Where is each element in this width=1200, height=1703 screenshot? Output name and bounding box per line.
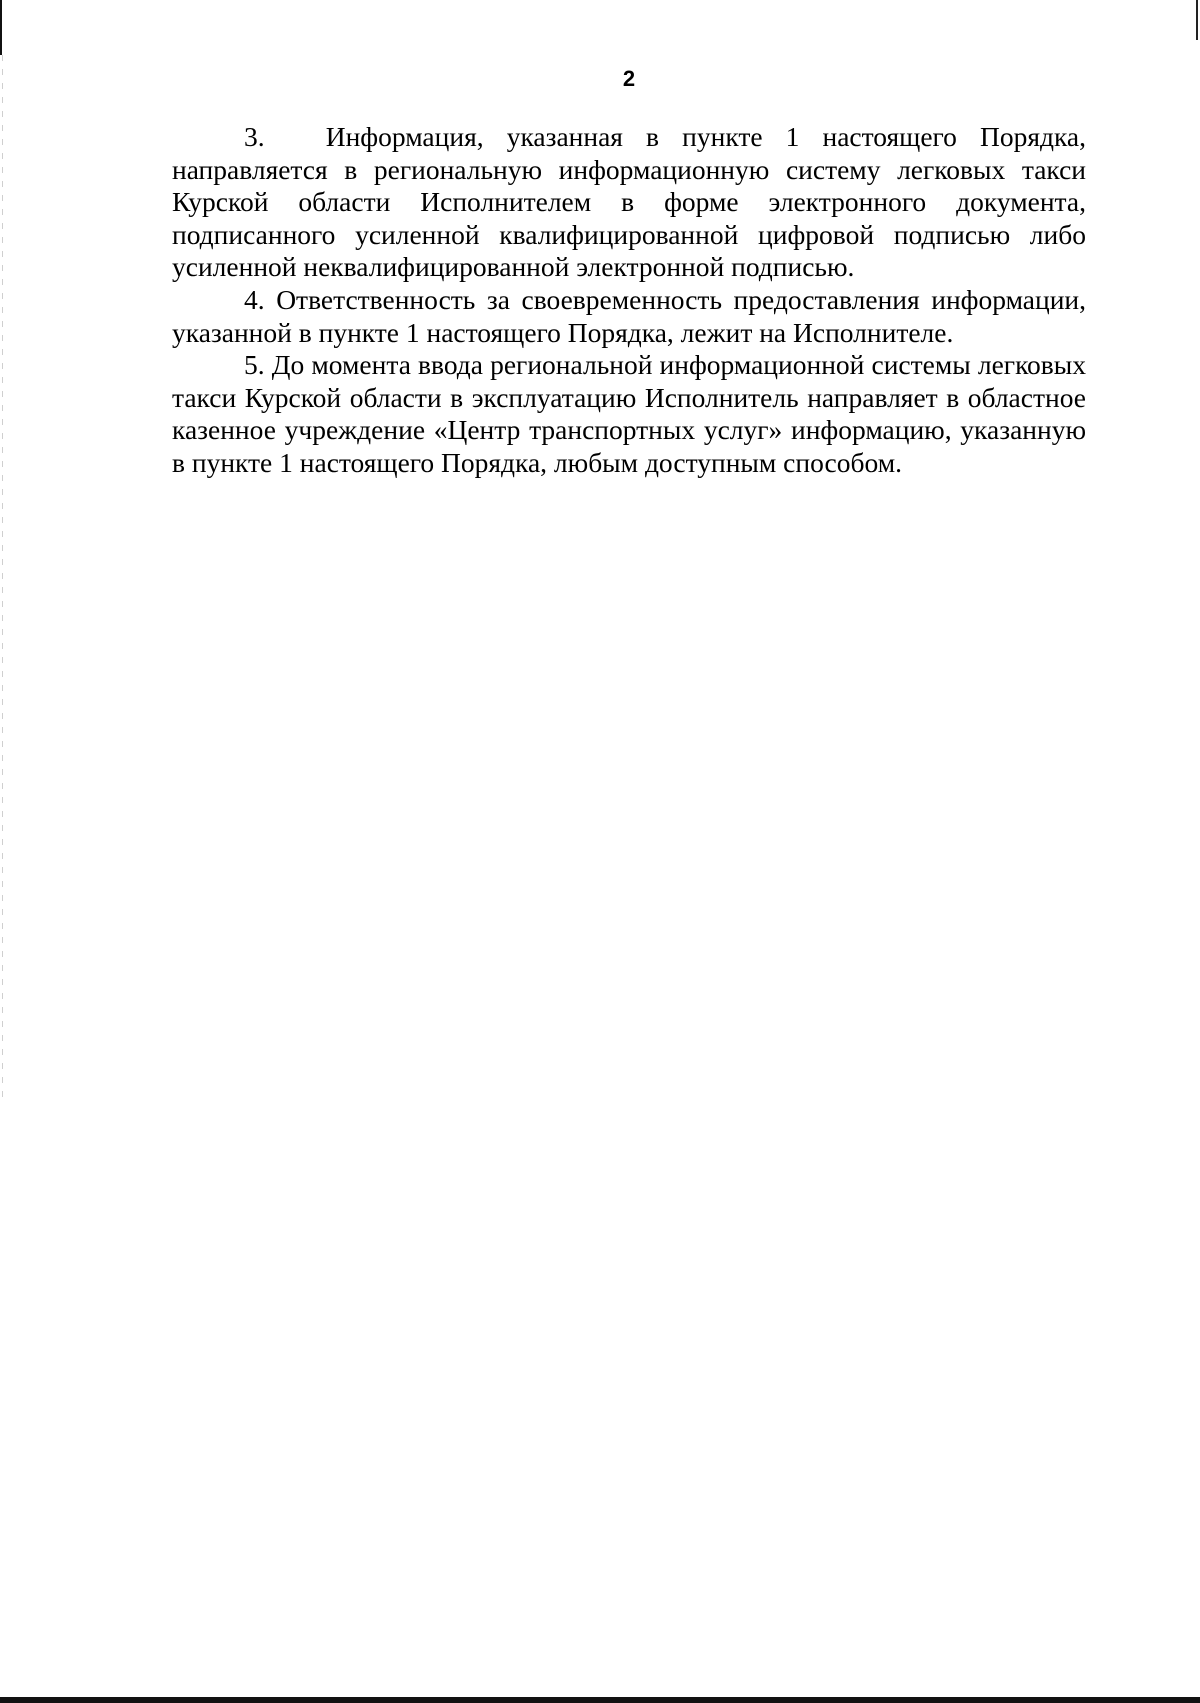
page-number: 2 (622, 66, 636, 91)
paragraph-number: 3. (244, 121, 265, 152)
scan-edge-left (0, 0, 2, 55)
paragraph-text: Информация, указанная в пункте 1 настоящего Порядка, направляется в региональную информационную систему легковых такси Курской области Исполнителем в форме электронного документа, подписанного усиленной квалифицированной цифровой подписью либо усиленной неквалифицированной электронной подписью. (172, 121, 1087, 283)
paragraph-4 (172, 284, 1086, 349)
paragraph-number: 5. (244, 349, 265, 381)
paragraph-text: До момента ввода региональной информационной системы легковых такси Курской области в эксплуатацию Исполнитель направляет в областное казенное учреждение «Центр транспортных услуг» информацию, указанную в пункте 1 настоящего Порядка, любым доступным способом. (172, 349, 1087, 478)
scan-edge-bottom (0, 1697, 1200, 1703)
scan-edge-right (1196, 0, 1198, 40)
paragraph-5 (172, 349, 1086, 479)
document-body (172, 121, 1086, 480)
paragraph-number: 4. (244, 283, 265, 315)
paragraph-text: Ответственность за своевременность предоставления информации, указанной в пункте 1 настоящего Порядка, лежит на Исполнителе. (172, 283, 1087, 348)
paragraph-3 (172, 121, 1086, 284)
scan-edge-left-faint (2, 55, 3, 1105)
